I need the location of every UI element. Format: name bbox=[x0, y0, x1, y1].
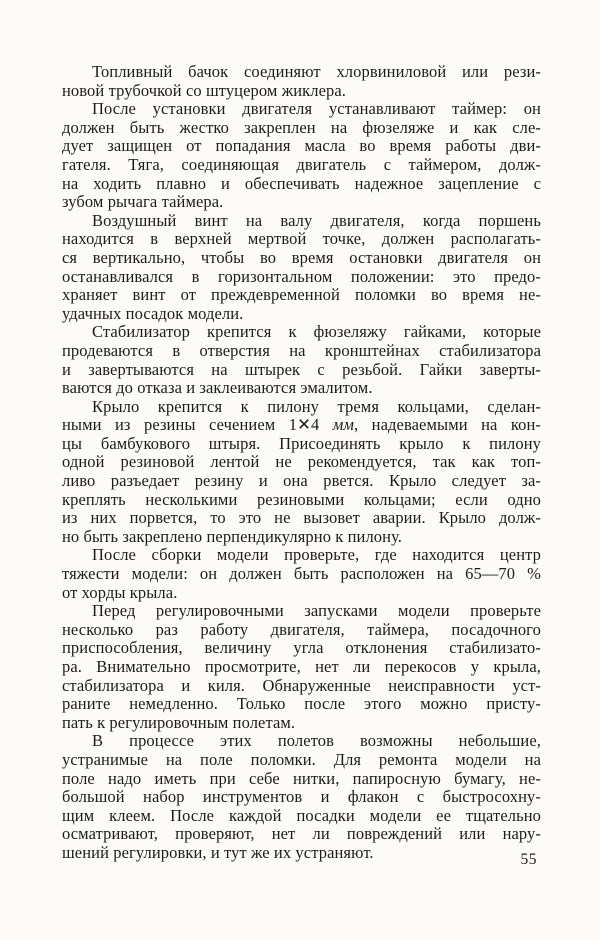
text-line: храняет винт от преждевременной поломки во время не- bbox=[62, 285, 541, 305]
text-line: креплять несколькими резиновыми кольцами; если одно bbox=[62, 489, 541, 509]
text-line: осматривают, проверяют, нет ли повреждений или нару- bbox=[62, 824, 541, 844]
text-line: Перед регулировочными запусками модели проверьте bbox=[92, 601, 541, 621]
text-line: от хорды крыла. bbox=[62, 582, 178, 602]
paragraph bbox=[62, 546, 541, 602]
text-line: несколько раз работу двигателя, таймера, посадочного bbox=[62, 619, 541, 639]
text-line: дует защищен от попадания масла во время работы дви- bbox=[62, 136, 541, 156]
text-line: большой набор инструментов и флакон с быстросохну- bbox=[62, 787, 541, 807]
text-line: из них порвется, то это не вызовет аварии. Крыло долж- bbox=[62, 508, 541, 528]
paragraph bbox=[62, 732, 541, 862]
text-line: После сборки модели проверьте, где находится центр bbox=[92, 545, 541, 565]
page-number: 55 bbox=[520, 851, 537, 868]
page-text bbox=[62, 63, 541, 863]
text-line: гателя. Тяга, соединяющая двигатель с таймером, долж- bbox=[62, 154, 541, 174]
text-line: но быть закреплено перпендикулярно к пилону. bbox=[62, 526, 403, 546]
text-line: Стабилизатор крепится к фюзеляжу гайками, которые bbox=[92, 322, 541, 342]
paragraph bbox=[62, 100, 541, 212]
paragraph bbox=[62, 602, 541, 732]
text-line: ра. Внимательно просмотрите, нет ли перекосов у крыла, bbox=[62, 657, 541, 676]
text-line: Воздушный винт на валу двигателя, когда поршень bbox=[92, 210, 541, 230]
text-line: приспособления, величину угла отклонения стабилизато- bbox=[62, 638, 541, 658]
text-line: тяжести модели: он должен быть расположен на 65—70 % bbox=[62, 564, 541, 584]
text-line: удачных посадок модели. bbox=[62, 303, 244, 323]
text-line: устранимые на поле поломки. Для ремонта модели на bbox=[62, 749, 541, 769]
paragraph bbox=[62, 323, 541, 397]
text-line: После установки двигателя устанавливают таймер: он bbox=[92, 99, 541, 119]
text-line: В процессе этих полетов возможны небольшие, bbox=[92, 731, 541, 751]
text-line: раните немедленно. Только после этого можно присту- bbox=[62, 694, 541, 714]
paragraph bbox=[62, 398, 541, 547]
text-line: щим клеем. После каждой посадки модели ее тщательно bbox=[62, 805, 541, 825]
text-line: ся вертикально, чтобы во время остановки двигателя он bbox=[62, 247, 541, 267]
paragraph bbox=[62, 212, 541, 324]
text-line: пать к регулировочным полетам. bbox=[62, 712, 296, 732]
text-line: должен быть жестко закреплен на фюзеляже и как сле- bbox=[62, 117, 541, 137]
text-line: Крыло крепится к пилону тремя кольцами, сделан- bbox=[92, 396, 541, 416]
text-line: одной резиновой лентой не рекомендуется, так как топ- bbox=[62, 452, 541, 472]
text-line: на ходить плавно и обеспечивать надежное зацепление с bbox=[62, 173, 541, 193]
text-line: цы бамбукового штыря. Присоединять крыло к пилону bbox=[62, 433, 541, 453]
text-line: ливо разъедает резину и она рвется. Крыло следует за- bbox=[62, 471, 541, 491]
text-line: ными из резины сечением 1✕4 мм, надеваемыми на кон- bbox=[62, 415, 541, 435]
paragraph bbox=[62, 63, 541, 100]
text-line: Топливный бачок соединяют хлорвиниловой или рези- bbox=[92, 62, 541, 81]
text-line: ваются до отказа и заклеиваются эмалитом. bbox=[62, 378, 373, 398]
text-line: новой трубочкой со штуцером жиклера. bbox=[62, 80, 346, 100]
text-line: зубом рычага таймера. bbox=[62, 192, 224, 212]
text-line: стабилизатора и киля. Обнаруженные неисправности уст- bbox=[62, 675, 541, 695]
text-line: и завертываются на штырек с резьбой. Гайки заверты- bbox=[62, 359, 541, 379]
text-line: шений регулировки, и тут же их устраняют. bbox=[62, 842, 374, 862]
text-line: поле надо иметь при себе нитки, папиросную бумагу, не- bbox=[62, 768, 541, 788]
text-line: останавливался в горизонтальном положении: это предо- bbox=[62, 266, 541, 286]
text-line: находится в верхней мертвой точке, должен располагать- bbox=[62, 229, 541, 249]
text-line: продеваются в отверстия на кронштейнах стабилизатора bbox=[62, 340, 541, 360]
